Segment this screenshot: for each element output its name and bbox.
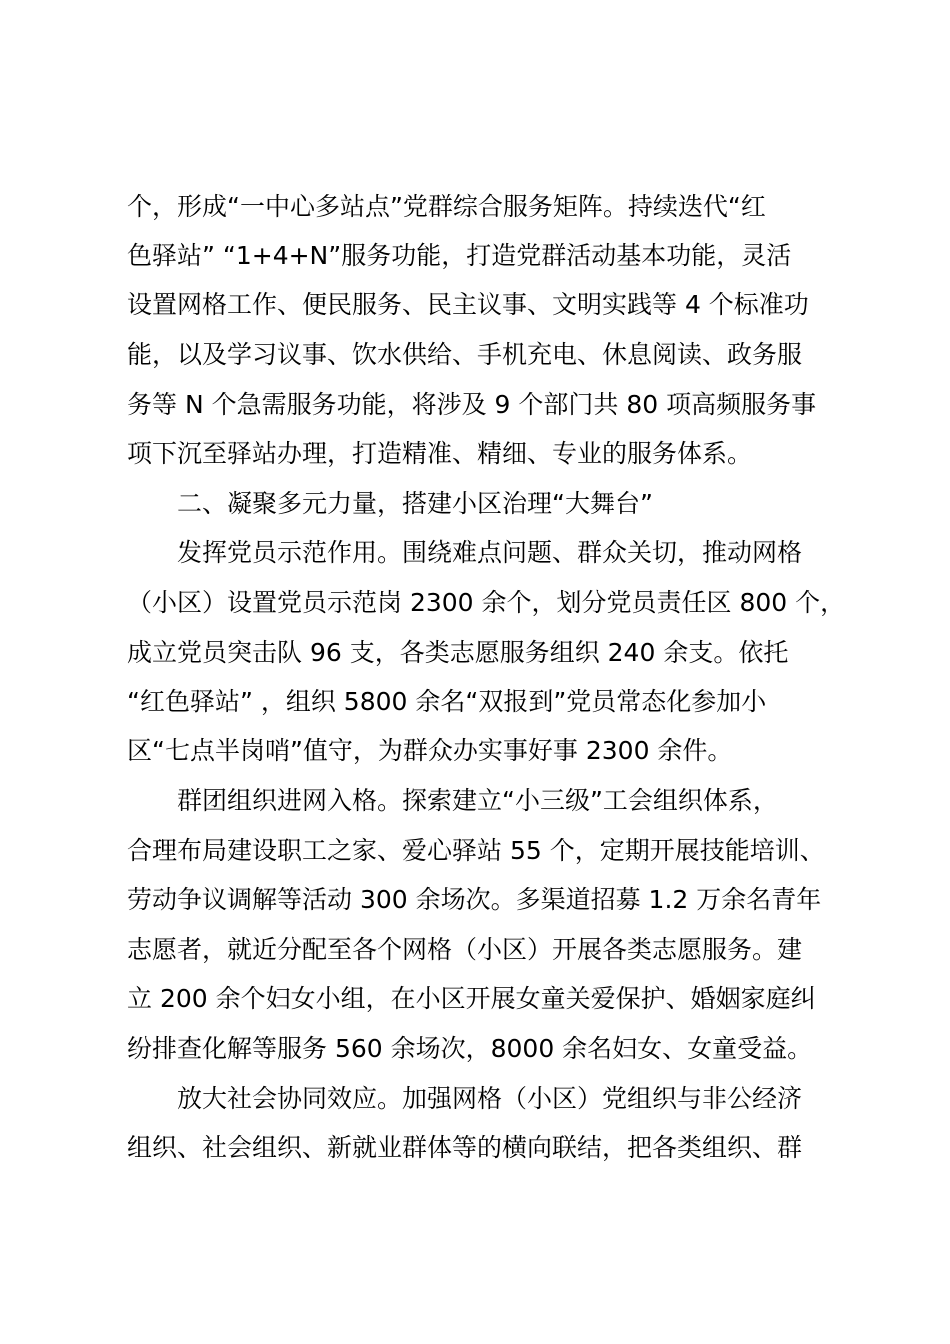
body-text-line: 成立党员突击队 96 支，各类志愿服务组织 240 余支。依托 [127, 638, 789, 667]
body-text-line: 纷排查化解等服务 560 余场次，8000 余名妇女、女童受益。 [127, 1034, 813, 1063]
body-text-line: 个，形成“一中心多站点”党群综合服务矩阵。持续迭代“红 [127, 192, 766, 221]
body-text-line: 合理布局建设职工之家、爱心驿站 55 个，定期开展技能培训、 [127, 836, 825, 865]
body-text-line: 务等 N 个急需服务功能，将涉及 9 个部门共 80 项高频服务事 [127, 390, 817, 419]
body-text-line: 组织、社会组织、新就业群体等的横向联结，把各类组织、群 [127, 1133, 803, 1162]
body-text-line: “红色驿站” ，组织 5800 余名“双报到”党员常态化参加小 [127, 687, 767, 716]
paragraph-first-line: 放大社会协同效应。加强网格（小区）党组织与非公经济 [177, 1084, 803, 1113]
body-text-line: （小区）设置党员示范岗 2300 余个，划分党员责任区 800 个， [127, 588, 846, 617]
body-text-line: 劳动争议调解等活动 300 余场次。多渠道招募 1.2 万余名青年 [127, 885, 822, 914]
body-text-line: 项下沉至驿站办理，打造精准、精细、专业的服务体系。 [127, 439, 753, 468]
section-heading: 二、凝聚多元力量，搭建小区治理“大舞台” [177, 489, 653, 518]
paragraph-first-line: 群团组织进网入格。探索建立“小三级”工会组织体系， [177, 786, 778, 815]
body-text-line: 志愿者，就近分配至各个网格（小区）开展各类志愿服务。建 [127, 935, 803, 964]
body-text-line: 区“七点半岗哨”值守，为群众办实事好事 2300 余件。 [127, 736, 733, 765]
paragraph-first-line: 发挥党员示范作用。围绕难点问题、群众关切，推动网格 [177, 538, 803, 567]
body-text-line: 设置网格工作、便民服务、民主议事、文明实践等 4 个标准功 [127, 290, 809, 319]
body-text-line: 能，以及学习议事、饮水供给、手机充电、休息阅读、政务服 [127, 340, 803, 369]
body-text-line: 立 200 余个妇女小组，在小区开展女童关爱保护、婚姻家庭纠 [127, 984, 816, 1013]
body-text-line: 色驿站” “1+4+N”服务功能，打造党群活动基本功能，灵活 [127, 241, 792, 270]
